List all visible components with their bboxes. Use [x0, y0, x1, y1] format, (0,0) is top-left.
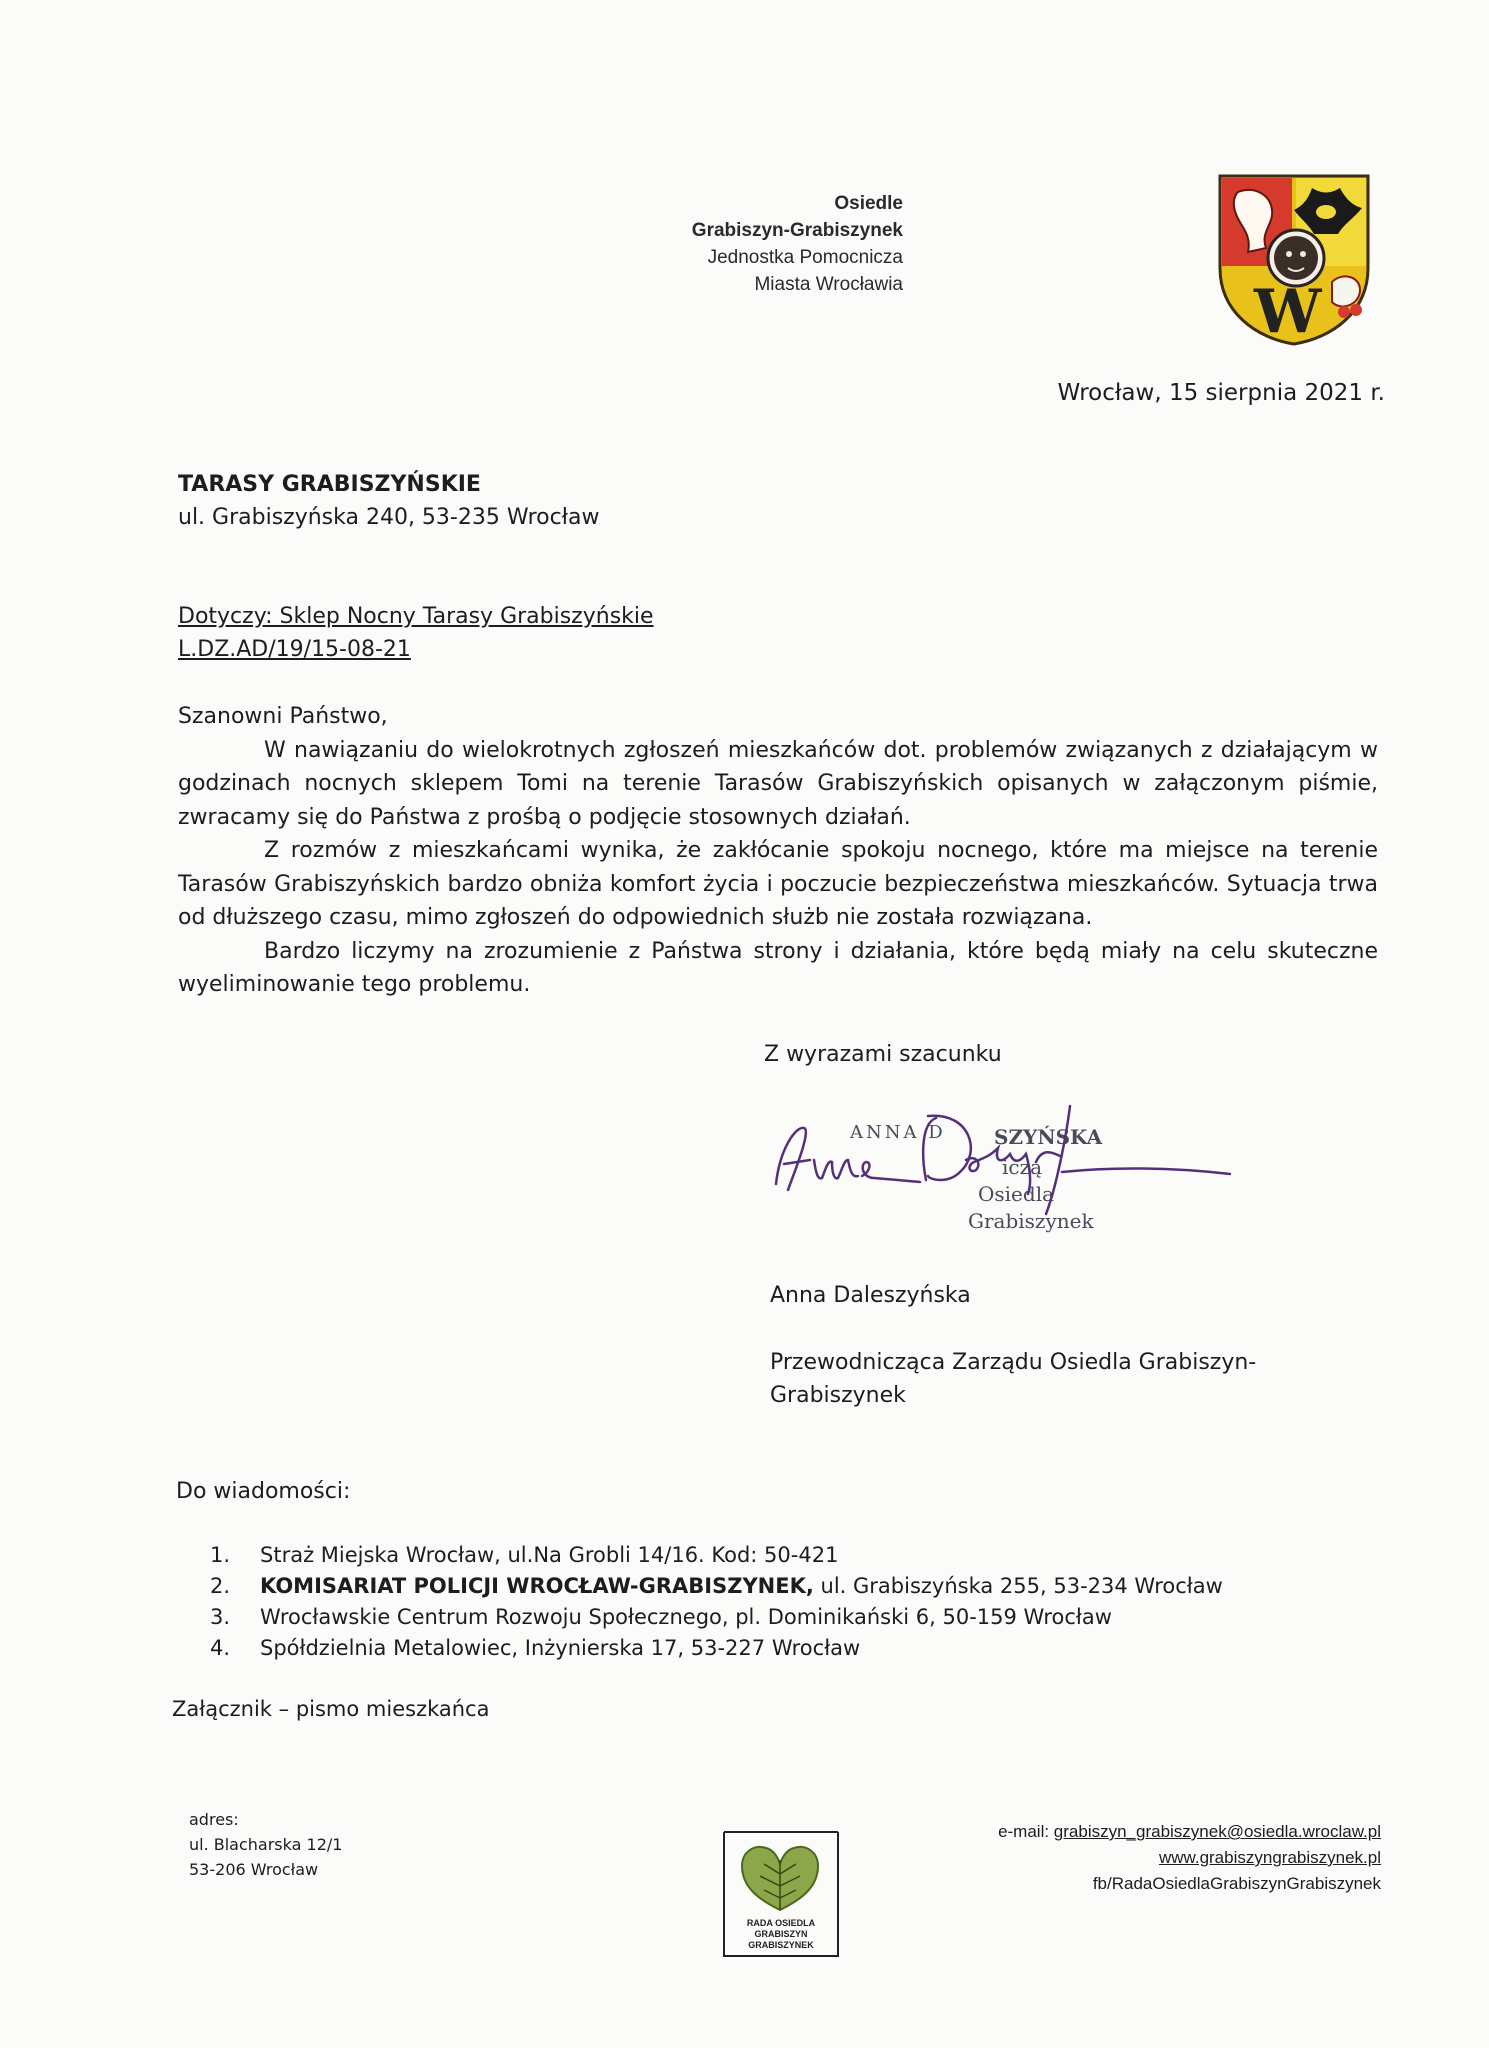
stamp-line-5: Grabiszynek	[968, 1209, 1094, 1233]
logo-line-3: GRABISZYNEK	[748, 1940, 814, 1950]
email-label: e-mail:	[998, 1822, 1054, 1841]
facebook-link[interactable]: fb/RadaOsiedlaGrabiszynGrabiszynek	[1092, 1874, 1381, 1893]
address-line-2: 53-206 Wrocław	[189, 1860, 319, 1879]
stamp-line-2: SZYŃSKA	[994, 1125, 1103, 1149]
cc-item-number: 3.	[210, 1605, 231, 1629]
cc-item	[210, 1633, 1223, 1664]
body-paragraph-2: Z rozmów z mieszkańcami wynika, że zakłócanie spokoju nocnego, które ma miejsce na terenie Tarasów Grabiszyńskich bardzo obniża komfort życia i poczucie bezpieczeństwa mieszkańców. Sytuacja trwa od dłuższego czasu, mimo zgłoszeń do odpowiednich służb nie została rozwiązana.	[178, 838, 1378, 930]
org-line-2: Grabiszyn-Grabiszynek	[691, 220, 903, 241]
email-link[interactable]: grabiszyn_grabiszynek@osiedla.wroclaw.pl	[1053, 1822, 1381, 1841]
body-paragraph-3: Bardzo liczymy na zrozumienie z Państwa strony i działania, które będą miały na celu skuteczne wyeliminowanie tego problemu.	[178, 938, 1378, 997]
body-paragraph-1: W nawiązaniu do wielokrotnych zgłoszeń mieszkańców dot. problemów związanych z działającym w godzinach nocnych sklepem Tomi na terenie Tarasów Grabiszyńskich opisanych w załączonym piśmie, zwracamy się do Państwa z prośbą o podjęcie stosownych działań.	[178, 737, 1378, 830]
footer-address	[189, 1807, 342, 1882]
stamp-line-4: Osiedla	[978, 1182, 1055, 1206]
subject-line: Dotyczy: Sklep Nocny Tarasy Grabiszyńskie	[178, 604, 654, 629]
recipient-name: TARASY GRABISZYŃSKIE	[178, 472, 481, 497]
logo-line-2: GRABISZYN	[754, 1929, 808, 1939]
cc-item-text: Spółdzielnia Metalowiec, Inżynierska 17, 53-227 Wrocław	[260, 1636, 861, 1660]
crest-letter: W	[1254, 277, 1322, 347]
stamp-line-1: ANNA D	[850, 1122, 946, 1143]
greeting: Szanowni Państwo,	[178, 704, 388, 729]
cc-item-text: ul. Grabiszyńska 255, 53-234 Wrocław	[813, 1574, 1223, 1598]
closing-phrase: Z wyrazami szacunku	[764, 1042, 1002, 1067]
cc-item-bold: KOMISARIAT POLICJI WROCŁAW-GRABISZYNEK,	[260, 1574, 814, 1598]
council-logo	[720, 1830, 842, 1958]
organization-header	[692, 190, 903, 298]
recipient-address: ul. Grabiszyńska 240, 53-235 Wrocław	[178, 505, 600, 530]
cc-item	[210, 1602, 1223, 1633]
org-line-3: Jednostka Pomocnicza	[707, 247, 903, 268]
address-label: adres:	[189, 1810, 239, 1829]
city-crest-logo	[1214, 172, 1374, 348]
cc-item-number: 4.	[210, 1636, 231, 1660]
logo-line-1: RADA OSIEDLA	[746, 1918, 816, 1928]
cc-item	[210, 1571, 1223, 1602]
subject-reference: L.DZ.AD/19/15-08-21	[178, 637, 411, 662]
signer-title-line-2: Grabiszynek	[770, 1383, 906, 1408]
letter-body	[178, 700, 1378, 1002]
footer-contact	[998, 1819, 1381, 1897]
org-line-4: Miasta Wrocławia	[754, 274, 903, 295]
website-link[interactable]: www.grabiszyngrabiszynek.pl	[1158, 1848, 1381, 1867]
cc-item	[210, 1540, 1223, 1571]
letter-date: Wrocław, 15 sierpnia 2021 r.	[1057, 380, 1385, 406]
cc-title: Do wiadomości:	[176, 1479, 351, 1504]
cc-item-text: Wrocławskie Centrum Rozwoju Społecznego, pl. Dominikański 6, 50-159 Wrocław	[260, 1605, 1112, 1629]
signer-title	[770, 1346, 1290, 1412]
org-line-1: Osiedle	[834, 193, 903, 214]
signature-stamp	[770, 1098, 1250, 1248]
subject-block	[178, 600, 654, 666]
cc-item-number: 2.	[210, 1574, 231, 1598]
stamp-line-3: iczą	[1002, 1155, 1043, 1179]
cc-list	[210, 1540, 1223, 1664]
signer-title-line-1: Przewodnicząca Zarządu Osiedla Grabiszyn-	[770, 1350, 1257, 1375]
email-row	[998, 1819, 1381, 1845]
address-line-1: ul. Blacharska 12/1	[189, 1835, 343, 1854]
signer-name: Anna Daleszyńska	[770, 1283, 971, 1308]
cc-item-number: 1.	[210, 1543, 231, 1567]
cc-item-text: Straż Miejska Wrocław, ul.Na Grobli 14/16. Kod: 50-421	[260, 1543, 839, 1567]
attachment-note: Załącznik – pismo mieszkańca	[172, 1697, 490, 1721]
recipient-block	[178, 468, 599, 534]
